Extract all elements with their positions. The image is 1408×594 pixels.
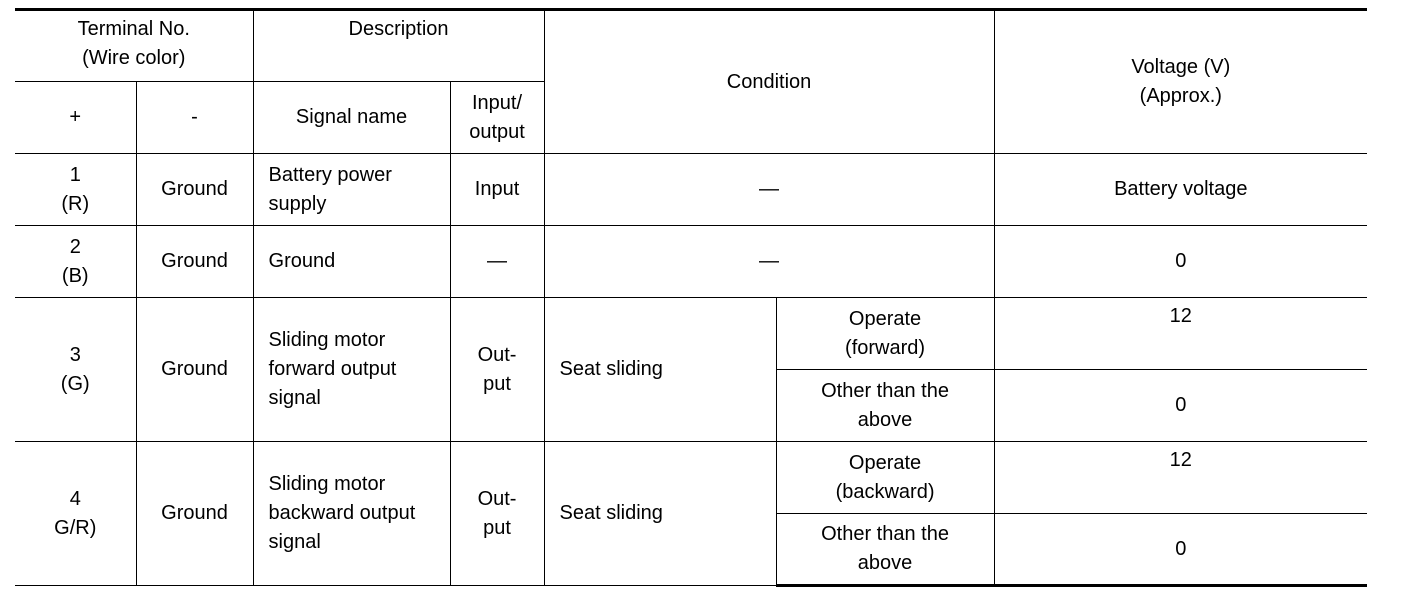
io-cell: — xyxy=(450,226,544,298)
terminal-number: 2 xyxy=(69,235,81,258)
condition-header: Condition xyxy=(544,10,994,154)
io-header-line: Input/ xyxy=(472,91,523,114)
minus-cell: Ground xyxy=(136,154,253,226)
voltage-header-line: (Approx.) xyxy=(1139,85,1222,107)
terminal-cell xyxy=(15,298,136,442)
signal-line: Sliding motor xyxy=(268,473,386,495)
state-line: Other than the xyxy=(821,523,949,545)
plus-header: + xyxy=(15,82,136,154)
signal-cell xyxy=(253,442,450,586)
signal-line: Sliding motor xyxy=(268,329,386,351)
state-cell xyxy=(776,298,994,370)
terminal-cell xyxy=(15,154,136,226)
state-line: Operate xyxy=(848,451,922,474)
signal-line: signal xyxy=(268,387,321,409)
terminal-number: 3 xyxy=(69,343,81,366)
state-line: Operate xyxy=(848,307,922,330)
io-line: Out- xyxy=(477,487,517,510)
state-line: Other than the xyxy=(821,379,949,402)
io-line: put xyxy=(483,372,511,395)
condition-cell: Seat sliding xyxy=(544,442,776,586)
io-cell xyxy=(450,298,544,442)
terminal-cell xyxy=(15,226,136,298)
wire-color: (G) xyxy=(60,372,90,395)
signal-line: supply xyxy=(268,192,327,215)
io-cell: Input xyxy=(450,154,544,226)
terminal-number: 4 xyxy=(69,487,81,510)
state-cell xyxy=(776,514,994,586)
io-header xyxy=(450,82,544,154)
signal-name-header: Signal name xyxy=(253,82,450,154)
io-line: put xyxy=(483,516,511,539)
state-line: (backward) xyxy=(835,480,935,503)
minus-header: - xyxy=(136,82,253,154)
signal-cell xyxy=(253,154,450,226)
io-line: Out- xyxy=(477,343,517,366)
state-cell xyxy=(776,370,994,442)
minus-cell: Ground xyxy=(136,442,253,586)
table-row xyxy=(15,154,1367,226)
minus-cell: Ground xyxy=(136,298,253,442)
state-line: above xyxy=(857,408,913,431)
condition-cell: — xyxy=(544,226,994,298)
description-header: Description xyxy=(253,10,544,82)
io-header-line: output xyxy=(469,120,525,143)
wire-color: G/R) xyxy=(54,516,97,539)
signal-line: forward output xyxy=(268,358,397,380)
voltage-cell: 0 xyxy=(994,370,1367,442)
terminal-table xyxy=(15,8,1367,587)
voltage-header xyxy=(994,10,1367,154)
signal-cell: Ground xyxy=(253,226,450,298)
voltage-cell: Battery voltage xyxy=(994,154,1367,226)
table-row xyxy=(15,226,1367,298)
state-cell xyxy=(776,442,994,514)
condition-cell: — xyxy=(544,154,994,226)
voltage-cell: 0 xyxy=(994,226,1367,298)
terminal-number: 1 xyxy=(69,163,81,186)
condition-cell: Seat sliding xyxy=(544,298,776,442)
voltage-cell: 12 xyxy=(994,298,1367,370)
signal-line: backward output xyxy=(268,502,416,524)
wire-color: (R) xyxy=(61,192,90,215)
signal-line: signal xyxy=(268,531,321,553)
table-row xyxy=(15,442,1367,514)
state-line: above xyxy=(857,552,913,574)
voltage-header-line: Voltage (V) xyxy=(1131,56,1231,78)
terminal-cell xyxy=(15,442,136,586)
wire-color: (B) xyxy=(61,264,89,287)
voltage-cell: 0 xyxy=(994,514,1367,586)
terminal-no-header-line: Terminal No. xyxy=(77,18,190,40)
io-cell xyxy=(450,442,544,586)
voltage-cell: 12 xyxy=(994,442,1367,514)
terminal-no-header-line: (Wire color) xyxy=(82,47,186,69)
state-line: (forward) xyxy=(845,336,926,359)
terminal-no-header xyxy=(15,10,253,82)
signal-line: Battery power xyxy=(268,163,392,186)
minus-cell: Ground xyxy=(136,226,253,298)
signal-cell xyxy=(253,298,450,442)
table-row xyxy=(15,298,1367,370)
